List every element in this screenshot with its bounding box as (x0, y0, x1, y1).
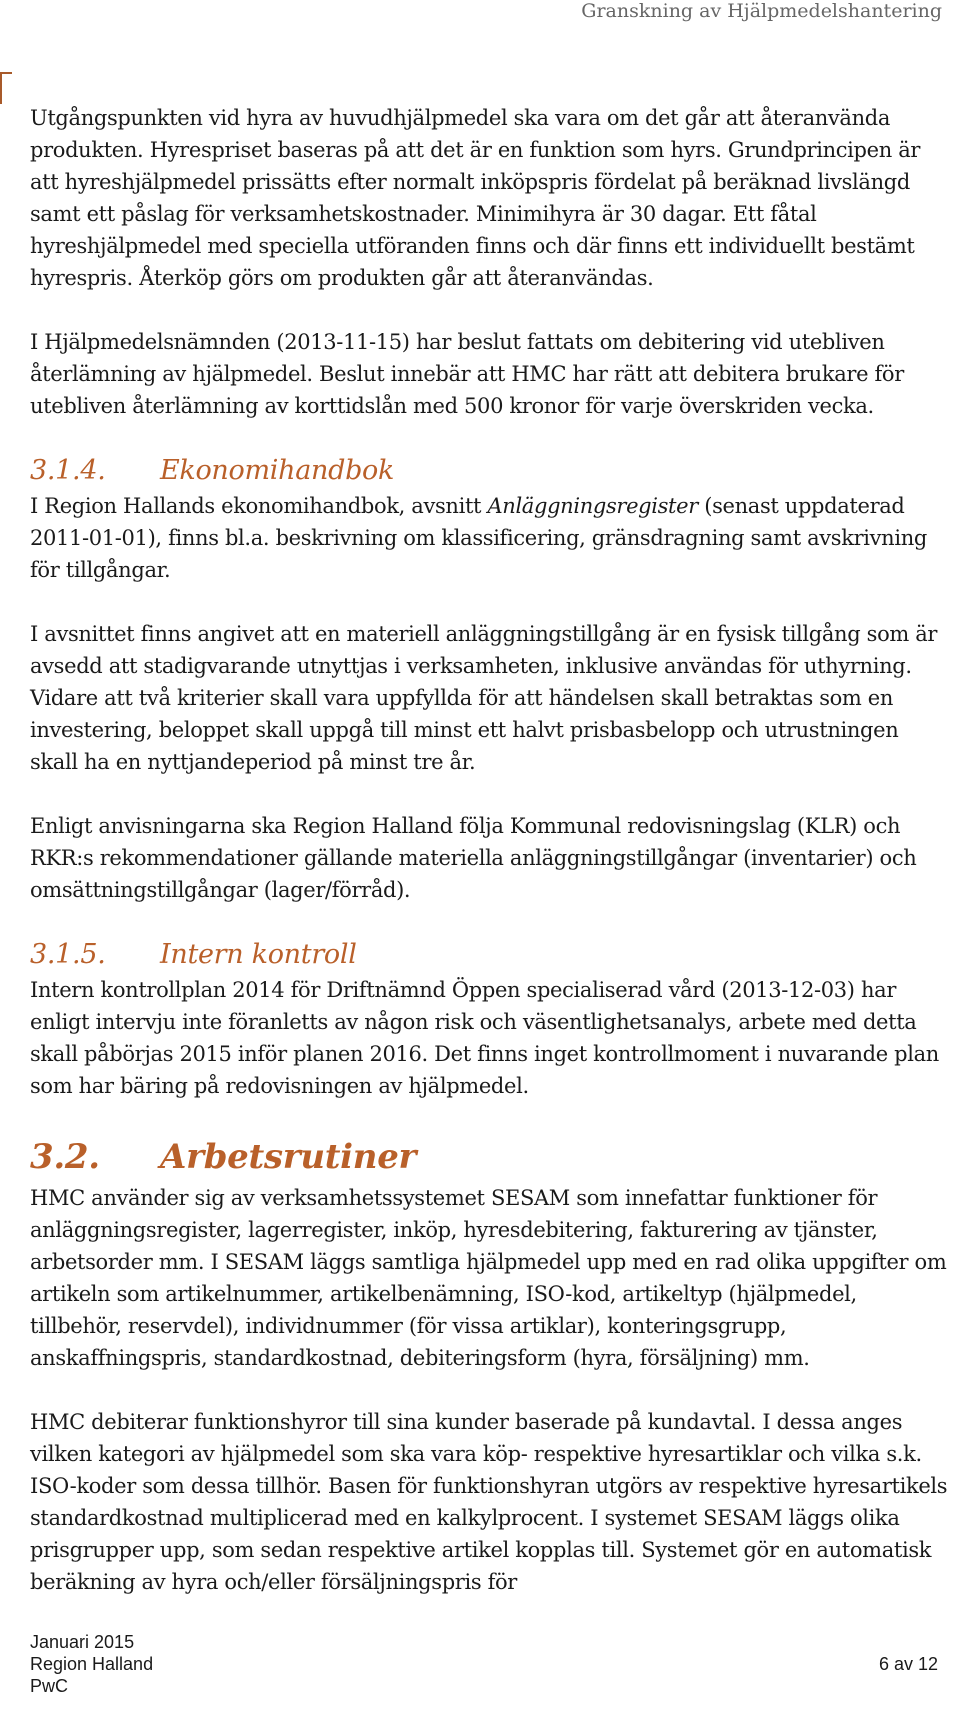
page-number: 6 av 12 (878, 1654, 938, 1674)
text-segment: I Region Hallands ekonomihandbok, avsnitt (30, 494, 488, 518)
emphasis-anlaggningsregister: Anläggningsregister (487, 494, 698, 518)
footer-firm: PwC (30, 1676, 69, 1696)
paragraph-ekonomihandbok (30, 490, 950, 586)
footer-date: Januari 2015 (30, 1632, 135, 1652)
heading-number: 3.2. (30, 1137, 100, 1177)
paragraph-anlaggningstillgang: I avsnittet finns angivet att en materiell anläggningstillgång är en fysisk tillgång som är avsedd att stadigvarande utnyttjas i verksamheten, inklusive användas för uthyrning. Vidare att två kriterier skall vara uppfyllda för att händelsen skall betraktas som en investering, beloppet skall uppgå till minst ett halvt prisbasbelopp och utrustningen skall ha en nyttjandeperiod på minst tre år. (30, 622, 938, 774)
document-body (30, 102, 950, 1630)
heading-title: Arbetsrutiner (160, 1137, 417, 1177)
text-segment: (senast uppdaterad 2011-01-01), finns bl.a. beskrivning om klassificering, gränsdragning samt avskrivning för tillgångar. (30, 494, 927, 582)
heading-ekonomihandbok (30, 452, 950, 490)
heading-title: Intern kontroll (160, 939, 357, 970)
running-header: Granskning av Hjälpmedelshantering (581, 0, 942, 22)
heading-title: Ekonomihandbok (160, 455, 395, 486)
page-frame-corner (0, 72, 12, 104)
paragraph-hyra: Utgångspunkten vid hyra av huvudhjälpmedel ska vara om det går att återanvända produkten. Hyrespriset baseras på att det är en funktion som hyrs. Grundprincipen är att hyreshjälpmedel prissätts efter normalt inköpspris fördelat på beräknad livslängd samt ett påslag för verksamhetskostnader. Minimihyra är 30 dagar. Ett fåtal hyreshjälpmedel med speciella utföranden finns och där finns ett individuellt bestämt hyrespris. Återköp görs om produkten går att återanvändas. (30, 106, 921, 290)
heading-arbetsrutiner (30, 1132, 950, 1182)
paragraph-sesam: HMC använder sig av verksamhetssystemet SESAM som innefattar funktioner för anläggningsregister, lagerregister, inköp, hyresdebitering, fakturering av tjänster, arbetsorder mm. I SESAM läggs samtliga hjälpmedel upp med en rad olika uppgifter om artikeln som artikelnummer, artikelbenämning, ISO-kod, artikeltyp (hjälpmedel, tillbehör, reservdel), individnummer (för vissa artiklar), konteringsgrupp, anskaffningspris, standardkostnad, debiteringsform (hyra, försäljning) mm. (30, 1186, 947, 1370)
page-footer (30, 1631, 950, 1697)
paragraph-anvisningar: Enligt anvisningarna ska Region Halland följa Kommunal redovisningslag (KLR) och RKR:s rekommendationer gällande materiella anläggningstillgångar (inventarier) och omsättningstillgångar (lager/förråd). (30, 814, 917, 902)
heading-intern-kontroll (30, 936, 950, 974)
paragraph-funktionshyror: HMC debiterar funktionshyror till sina kunder baserade på kundavtal. I dessa anges vilken kategori av hjälpmedel som ska vara köp- respektive hyresartiklar och vilka s.k. ISO-koder som dessa tillhör. Basen för funktionshyran utgörs av respektive hyresartikels standardkostnad multiplicerad med en kalkylprocent. I systemet SESAM läggs olika prisgrupper upp, som sedan respektive artikel kopplas till. Systemet gör en automatisk beräkning av hyra och/eller försäljningspris för (30, 1410, 948, 1594)
paragraph-hjalpmedelsnamnden: I Hjälpmedelsnämnden (2013-11-15) har beslut fattats om debitering vid utebliven återlämning av hjälpmedel. Beslut innebär att HMC har rätt att debitera brukare för utebliven återlämning av korttidslån med 500 kronor för varje överskriden vecka. (30, 330, 904, 418)
footer-organization: Region Halland (30, 1654, 154, 1674)
heading-number: 3.1.4. (30, 455, 106, 486)
heading-number: 3.1.5. (30, 939, 106, 970)
paragraph-intern-kontrollplan: Intern kontrollplan 2014 för Driftnämnd Öppen specialiserad vård (2013-12-03) har enligt intervju inte föranletts av någon risk och väsentlighetsanalys, arbete med detta skall påbörjas 2015 inför planen 2016. Det finns inget kontrollmoment i nuvarande plan som har bäring på redovisningen av hjälpmedel. (30, 978, 939, 1098)
